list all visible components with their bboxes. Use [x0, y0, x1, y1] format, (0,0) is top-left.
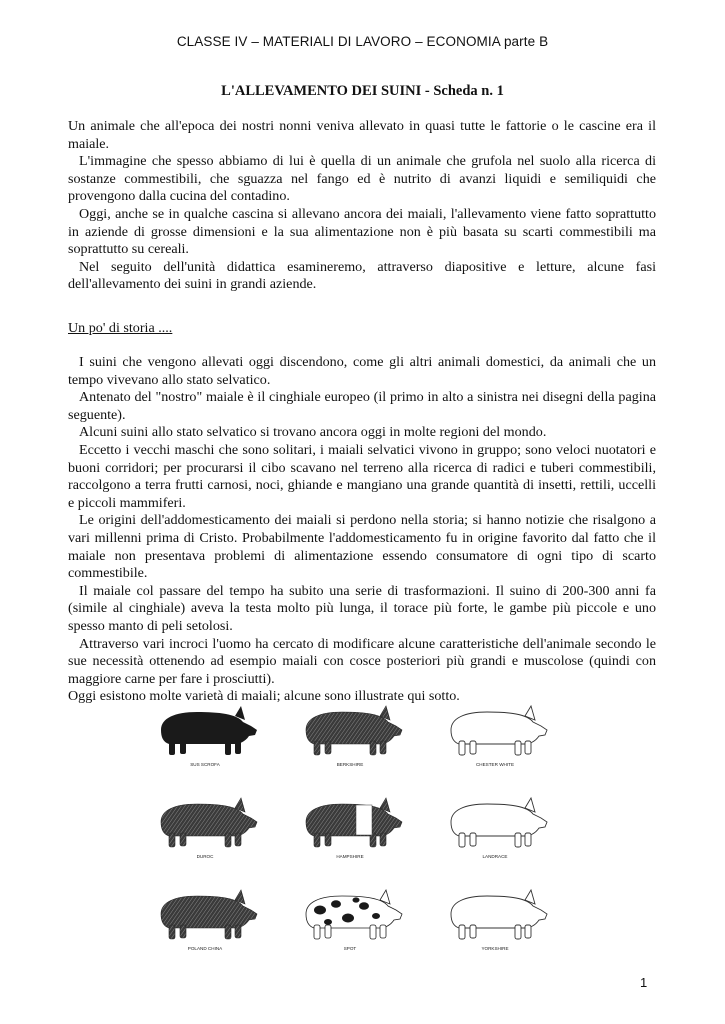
pig-breed-label: BERKSHIRE — [336, 762, 364, 767]
pig-drawing — [161, 890, 257, 939]
history-paragraph: Oggi esistono molte varietà di maiali; alcune sono illustrate qui sotto. — [68, 688, 460, 705]
history-paragraph: Le origini dell'addomesticamento dei maiali si perdono nella storia; si hanno notizie che risalgono a vari millenni prima di Cristo. Probabilmente l'addomesticamento fu in origine favorito dal fatto che il maiale non presentava problemi di alimentazione essendo consumatore di ogni tipo di scarto commestibile. — [68, 512, 656, 582]
page-number: 1 — [640, 975, 648, 990]
document-title: L'ALLEVAMENTO DEI SUINI - Scheda n. 1 — [221, 83, 504, 99]
page-header: CLASSE IV – MATERIALI DI LAVORO – ECONOMIA parte B — [176, 34, 549, 49]
pig-breed-label: CHESTER WHITE — [475, 762, 515, 767]
pig-drawing — [306, 890, 402, 939]
pig-breed-label: POLAND CHINA — [187, 946, 223, 951]
pig-breeds-illustration — [150, 694, 575, 964]
history-paragraph: Attraverso vari incroci l'uomo ha cercato di modificare alcune caratteristiche dell'animale secondo le sue necessità ottenendo ad esempio maiali con cosce posteriori più grandi e muscolose (quindi con maggiore carne per fare i prosciutti). — [68, 635, 656, 687]
pig-breed-label: HAMPSHIRE — [336, 854, 364, 859]
history-paragraph: Eccetto i vecchi maschi che sono solitari, i maiali selvatici vivono in gruppo; sono veloci nuotatori e buoni corridori; per procurarsi il cibo scavano nel terreno alla ricerca di radici e tuberi commestibili, raccolgono a terra frutti carnosi, noci, ghiande e mangiano una grande quantità di insetti, rettili, uccelli e piccoli mammiferi. — [68, 441, 656, 511]
history-paragraph: Il maiale col passare del tempo ha subito una serie di trasformazioni. Il suino di 200-300 anni fa (simile al cinghiale) aveva la testa molto più lunga, il torace più forte, le gambe più piccole e uno spesso manto di peli setolosi. — [68, 582, 656, 634]
pig-breed-label: SUS SCROFA — [190, 762, 220, 767]
intro-section — [68, 118, 656, 294]
pig-drawing — [306, 706, 402, 755]
pig-drawing — [161, 706, 257, 755]
history-paragraph: Alcuni suini allo stato selvatico si trovano ancora oggi in molte regioni del mondo. — [79, 424, 547, 441]
intro-paragraph: L'immagine che spesso abbiamo di lui è quella di un animale che grufola nel suolo alla ricerca di sostanze commestibili, che sguazza nel fango ed è nutrito di avanzi liquidi e semiliquidi che provengono dalla cucina del contadino. — [68, 153, 656, 205]
pig-drawing — [161, 798, 257, 847]
section-title: Un po' di storia .... — [68, 320, 173, 336]
pig-drawing — [306, 798, 402, 847]
history-paragraph: I suini che vengono allevati oggi discendono, come gli altri animali domestici, da animali che un tempo vivevano allo stato selvatico. — [68, 354, 656, 388]
pig-breed-label: DUROC — [196, 854, 214, 859]
pig-breed-label: SPOT — [343, 946, 357, 951]
intro-paragraph: Nel seguito dell'unità didattica esamineremo, attraverso diapositive e letture, alcune fasi dell'allevamento dei suini in grandi aziende. — [68, 258, 656, 293]
history-section — [68, 354, 656, 706]
pig-drawing — [451, 798, 547, 847]
pig-breed-label: YORKSHIRE — [481, 946, 509, 951]
intro-paragraph: Oggi, anche se in qualche cascina si allevano ancora dei maiali, l'allevamento viene fatto soprattutto in aziende di grosse dimensioni e la sua alimentazione non è più basata su scarti commestibili ma soprattutto su cereali. — [68, 205, 656, 258]
pig-breed-label: LANDRACE — [482, 854, 508, 859]
intro-paragraph: Un animale che all'epoca dei nostri nonni veniva allevato in quasi tutte le fattorie o le cascine era il maiale. — [68, 118, 656, 152]
history-paragraph: Antenato del "nostro" maiale è il cinghiale europeo (il primo in alto a sinistra nei disegni della pagina seguente). — [68, 389, 656, 423]
pig-drawing — [451, 890, 547, 939]
pig-drawing — [451, 706, 547, 755]
